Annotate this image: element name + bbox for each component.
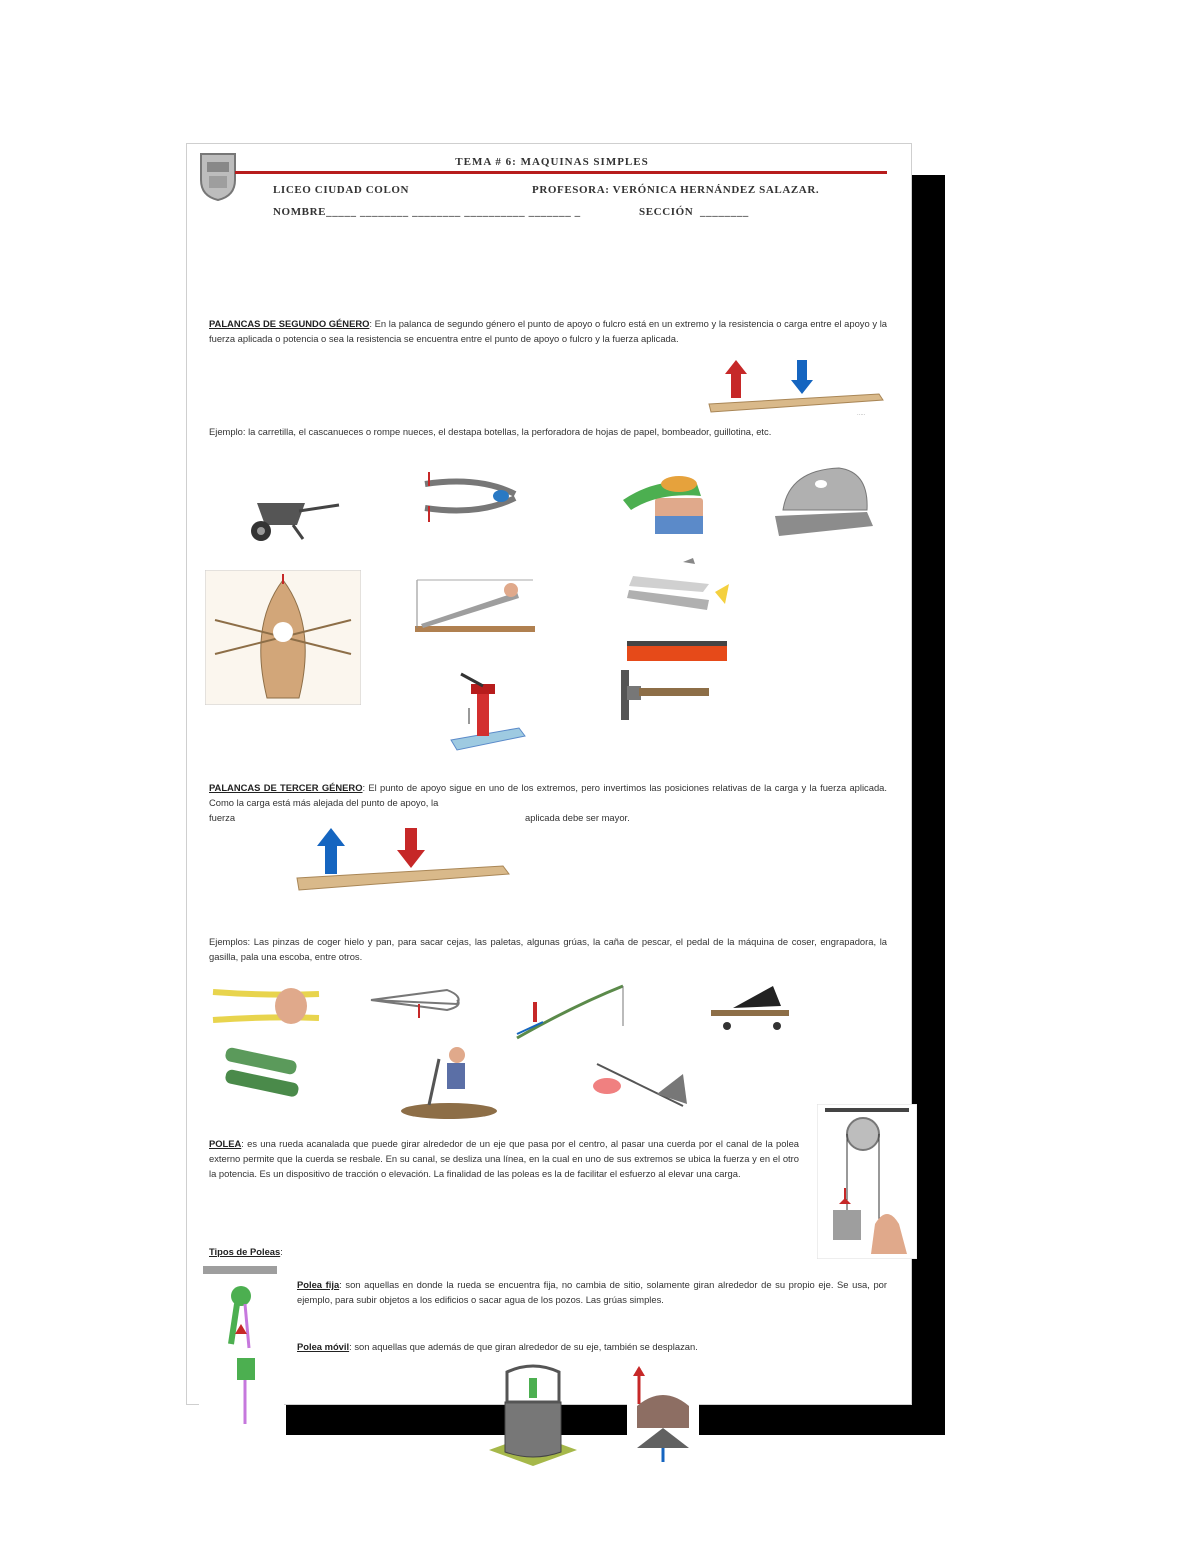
pulley-paragraph — [209, 1136, 799, 1181]
svg-text:·····: ····· — [857, 412, 866, 418]
movable-pulley-paragraph — [297, 1339, 887, 1354]
well-icon — [485, 1362, 580, 1467]
pulley-diagram — [817, 1104, 917, 1259]
rowboat-icon — [205, 570, 361, 705]
name-blank: _____ ________ ________ __________ _______ _ — [326, 206, 581, 218]
hammer-icon — [619, 666, 714, 726]
hole-punch-icon — [769, 462, 879, 542]
header-red-line — [235, 171, 887, 174]
third-class-heading: PALANCAS DE TERCER GÉNERO — [209, 782, 363, 793]
name-label: NOMBRE — [273, 206, 327, 218]
fixed-pulley-paragraph — [297, 1277, 887, 1307]
pulley-types-heading: Tipos de Poleas: — [209, 1246, 283, 1257]
nail-clipper-icon — [619, 556, 739, 626]
second-class-heading: PALANCAS DE SEGUNDO GÉNERO — [209, 318, 370, 329]
fishing-rod-icon — [513, 972, 643, 1042]
worksheet-page — [186, 143, 912, 1405]
tongs-icon — [209, 976, 321, 1038]
section-field — [639, 206, 749, 218]
school-seal-icon — [197, 150, 239, 202]
second-class-paragraph — [209, 316, 887, 346]
water-pump-icon — [447, 668, 527, 753]
third-class-text-end: aplicada debe ser mayor. — [525, 812, 630, 823]
section-label: SECCIÓN — [639, 206, 694, 218]
broom-icon — [587, 1054, 697, 1116]
fixed-pulley-heading: Polea fija — [297, 1279, 340, 1290]
third-class-text: : El punto de apoyo sigue en uno de los extremos, pero invertimos las posiciones relativas de la carga y la fuerza aplicada. Como la carga está más alejada del punto de apoyo, la — [209, 782, 887, 808]
sewing-pedal-icon — [707, 976, 797, 1036]
wheelbarrow-icon — [243, 489, 343, 544]
shovel-man-icon — [399, 1039, 499, 1119]
third-class-paragraph — [209, 780, 887, 810]
bottle-opener-icon — [619, 462, 714, 537]
nutcracker-icon — [419, 466, 537, 526]
third-class-examples: Ejemplos: Las pinzas de coger hielo y pan, para sacar cejas, las paletas, algunas grúas, la caña de pescar, el pedal de la máquina de coser, engrapadora, la gasilla, pala una escoba, entre otros. — [209, 936, 887, 962]
guillotine-icon — [625, 639, 730, 664]
second-class-examples: Ejemplo: la carretilla, el cascanueces o rompe nueces, el destapa botellas, la perforadora de hojas de papel, bombeador, guillotina, etc. — [209, 426, 772, 437]
movable-pulley-diagram — [627, 1364, 699, 1464]
stapler-icon — [221, 1046, 309, 1104]
fixed-pulley-text: : son aquellas en donde la rueda se encuentra fija, no cambia de sitio, solamente giran alrededor de su propio eje. Se usa, por ejemplo, para subir objetos a los edificios o sacar agua de los pozos. Las grúas simples. — [297, 1279, 887, 1305]
movable-pulley-heading: Polea móvil — [297, 1341, 350, 1352]
worksheet-title: TEMA # 6: MAQUINAS SIMPLES — [455, 156, 649, 168]
second-class-text: : En la palanca de segundo género el punto de apoyo o fulcro está en un extremo y la resistencia o carga entre el apoyo y la fuerza aplicada o potencia o sea la resistencia se encuentra entre el punto de apoyo o fulcro y la fuerza aplicada. — [209, 318, 887, 344]
lever-third-class-diagram — [295, 816, 515, 898]
pulley-text: : es una rueda acanalada que puede girar alrededor de un eje que pasa por el centro, al pasar una cuerda por el canal de la polea externo permite que la cuerda se resbale. En su canal, se desliza una línea, en la cual en uno de sus extremos se ubica la fuerza y en el otro la potencia. Es un dispositivo de tracción o elevación. La finalidad de las poleas es la de facilitar el esfuerzo al elevar una carga. — [209, 1138, 799, 1179]
pulley-heading: POLEA — [209, 1138, 242, 1149]
third-class-force-word: fuerza — [209, 812, 236, 823]
fixed-pulley-diagram — [199, 1264, 284, 1429]
lever-bar-icon — [413, 574, 538, 634]
section-blank: ________ — [700, 206, 749, 218]
movable-pulley-text: : son aquellas que además de que giran alrededor de su eje, también se desplazan. — [349, 1341, 698, 1352]
teacher-name: PROFESORA: VERÓNICA HERNÁNDEZ SALAZAR. — [532, 184, 820, 196]
tweezers-icon — [367, 982, 467, 1022]
page-shadow-bottom — [286, 1403, 945, 1435]
school-name: LICEO CIUDAD COLON — [273, 184, 410, 196]
lever-second-class-diagram — [707, 354, 887, 419]
name-field — [273, 206, 581, 218]
